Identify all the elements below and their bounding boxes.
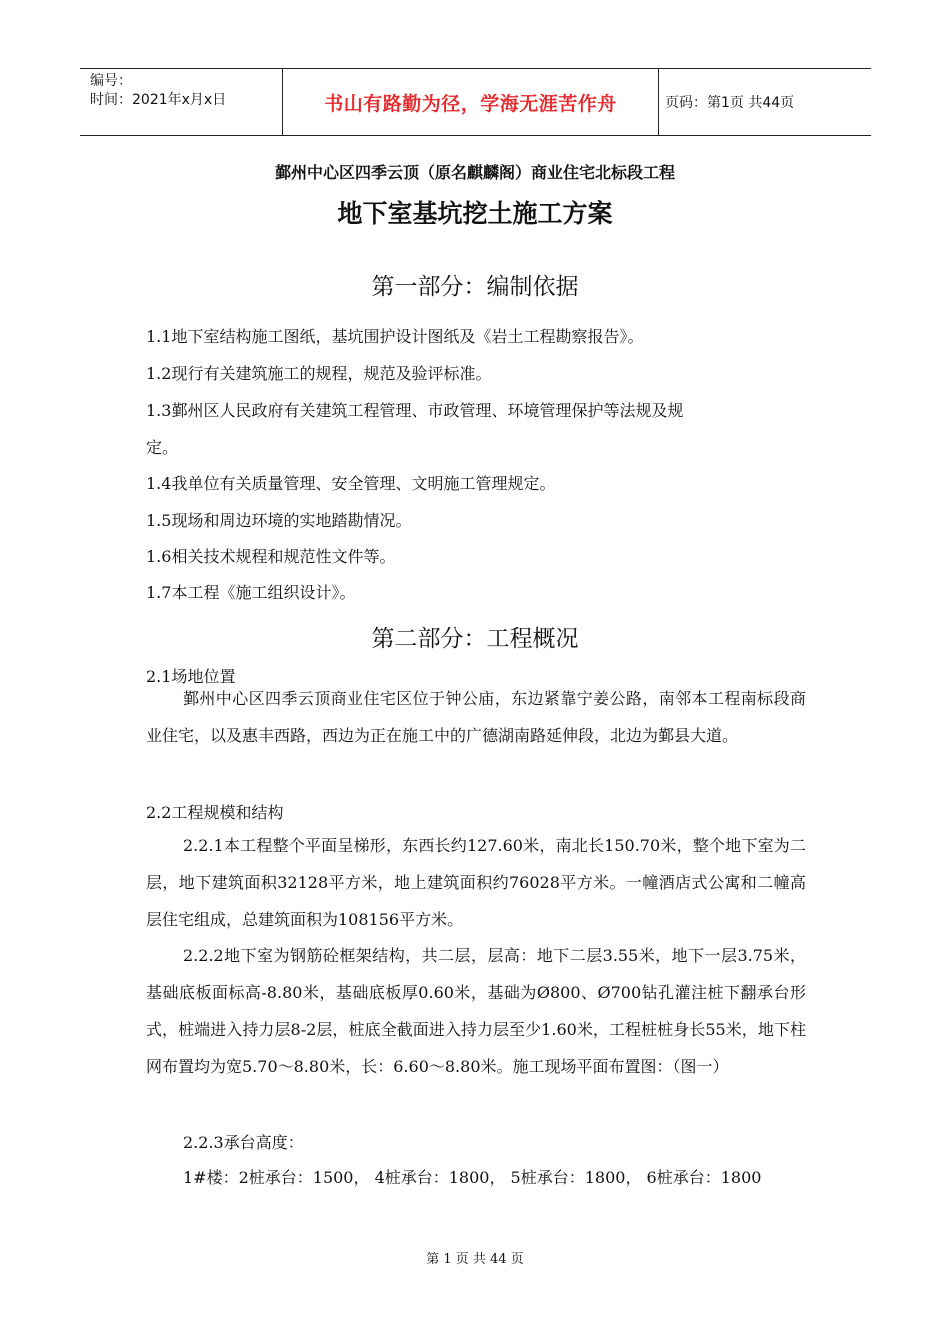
section-heading-part1: 第一部分：编制依据	[371, 274, 579, 300]
list-item: 1.3鄞州区人民政府有关建筑工程管理、市政管理、环境管理保护等法规及规	[146, 401, 684, 420]
list-item: 1.2现行有关建筑施工的规程，规范及验评标准。	[146, 364, 492, 383]
motto-text: 书山有路勤为径，学海无涯苦作舟	[324, 92, 617, 115]
document-subtitle: 鄞州中心区四季云顶（原名麒麟阁）商业住宅北标段工程	[274, 163, 675, 182]
document-title: 地下室基坑挖土施工方案	[337, 199, 613, 228]
list-item: 1.6相关技术规程和规范性文件等。	[146, 547, 396, 566]
subsection-title-2-1: 2.1场地位置	[146, 667, 236, 686]
page-footer: 第 1 页 共 44 页	[426, 1252, 524, 1267]
paragraph-2-2-2: 2.2.2地下室为钢筋砼框架结构，共二层，层高：地下二层3.55米，地下一层3.75米，基础底板面标高-8.80米，基础底板厚0.60米，基础为Ø800、Ø700钻孔灌注桩下翻承台形式，桩端进入持力层8-2层，桩底全截面进入持力层至少1.60米，工程桩桩身长55米，地下柱网布置均为宽5.70～8.80米，长：6.60～8.80米。施工现场平面布置图：（图一）	[146, 946, 806, 1076]
header-page-cell	[659, 69, 871, 135]
document-number-label: 编号：	[90, 73, 132, 89]
paragraph-site-location: 鄞州中心区四季云顶商业住宅区位于钟公庙，东边紧靠宁姜公路，南邻本工程南标段商业住宅，以及惠丰西路，西边为正在施工中的广德湖南路延伸段，北边为鄞县大道。	[146, 689, 806, 745]
list-item: 1.4我单位有关质量管理、安全管理、文明施工管理规定。	[146, 474, 556, 493]
paragraph-2-2-3: 1#楼：2桩承台：1500， 4桩承台：1800， 5桩承台：1800， 6桩承台：1800	[183, 1168, 762, 1187]
section-heading-part2: 第二部分：工程概况	[371, 626, 579, 652]
list-item: 1.7本工程《施工组织设计》。	[146, 583, 356, 602]
document-time-label: 时间：2021年x月x日	[90, 92, 227, 108]
page-info-text: 页码：第1页 共44页	[665, 95, 795, 111]
subsection-title-2-2-3: 2.2.3承台高度：	[183, 1133, 304, 1152]
list-item: 定。	[146, 438, 179, 457]
header-motto-cell	[282, 69, 659, 135]
list-item: 1.5现场和周边环境的实地踏勘情况。	[146, 511, 412, 530]
paragraph-2-2-1: 2.2.1本工程整个平面呈梯形，东西长约127.60米，南北长150.70米，整个地下室为二层，地下建筑面积32128平方米，地上建筑面积约76028平方米。一幢酒店式公寓和二幢高层住宅组成，总建筑面积为108156平方米。	[146, 836, 806, 929]
document-header-table	[80, 68, 871, 136]
subsection-title-2-2: 2.2工程规模和结构	[146, 803, 284, 822]
header-meta-cell	[80, 69, 282, 135]
list-item: 1.1地下室结构施工图纸，基坑围护设计图纸及《岩土工程勘察报告》。	[146, 327, 644, 346]
